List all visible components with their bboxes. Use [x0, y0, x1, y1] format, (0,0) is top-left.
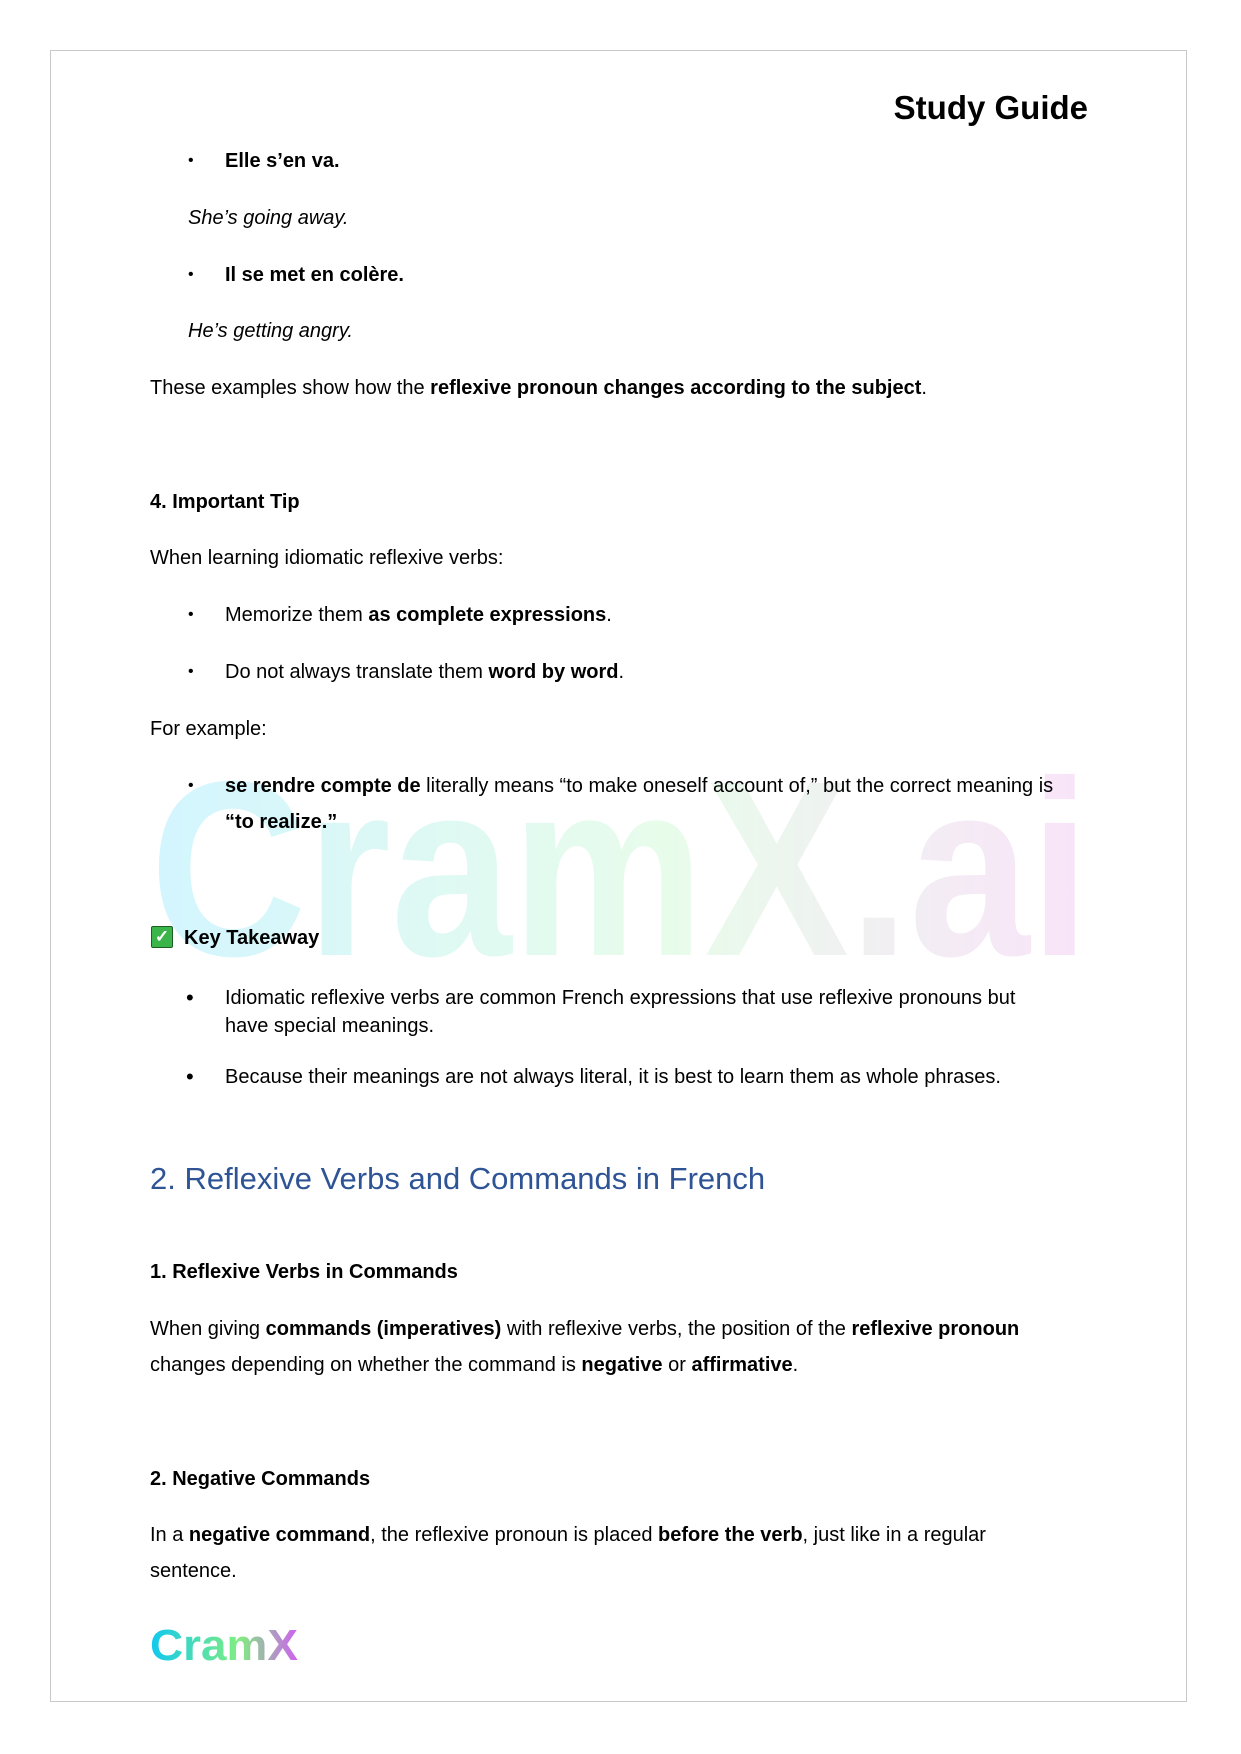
- bullet: •: [188, 663, 194, 680]
- bullet: •: [188, 777, 194, 794]
- page-title: Study Guide: [893, 89, 1088, 126]
- takeaway-item: Because their meanings are not always literal, it is best to learn them as whole phrases.: [225, 1066, 1001, 1088]
- bullet: •: [186, 985, 194, 1010]
- subsection-heading: 2. Negative Commands: [150, 1468, 371, 1490]
- page-frame: [50, 50, 1187, 1702]
- cramx-logo: [150, 1620, 300, 1668]
- tip-heading: 4. Important Tip: [150, 491, 300, 513]
- takeaway-heading: Key Takeaway: [184, 927, 320, 949]
- svg-text:CramX: CramX: [150, 1621, 298, 1668]
- tip-item: Do not always translate them word by word.: [225, 661, 625, 683]
- bullet: •: [188, 152, 194, 169]
- paragraph-cont: sentence.: [150, 1560, 237, 1582]
- paragraph-cont: changes depending on whether the command is negative or affirmative.: [150, 1354, 799, 1376]
- bullet: •: [188, 606, 194, 623]
- tip-example: se rendre compte de literally means “to make oneself account of,” but the correct meaning is: [225, 775, 1054, 797]
- paragraph: In a negative command, the reflexive pronoun is placed before the verb, just like in a regular: [150, 1524, 986, 1546]
- example-english: He’s getting angry.: [188, 320, 353, 342]
- paragraph: When giving commands (imperatives) with reflexive verbs, the position of the reflexive pronoun: [150, 1318, 1020, 1340]
- takeaway-item: Idiomatic reflexive verbs are common French expressions that use reflexive pronouns but: [225, 987, 1016, 1009]
- summary-paragraph: These examples show how the reflexive pronoun changes according to the subject.: [150, 377, 927, 399]
- bullet: •: [188, 266, 194, 283]
- example-french: Elle s’en va.: [225, 150, 340, 172]
- section-heading: 2. Reflexive Verbs and Commands in French: [150, 1161, 766, 1196]
- takeaway-item-cont: have special meanings.: [225, 1015, 435, 1037]
- check-mark-icon: ✓: [151, 926, 173, 948]
- tip-item: Memorize them as complete expressions.: [225, 604, 612, 626]
- example-french: Il se met en colère.: [225, 264, 404, 286]
- subsection-heading: 1. Reflexive Verbs in Commands: [150, 1261, 458, 1283]
- tip-intro: When learning idiomatic reflexive verbs:: [150, 547, 504, 569]
- tip-example-meaning: “to realize.”: [225, 811, 338, 833]
- bullet: •: [186, 1064, 194, 1089]
- for-example-label: For example:: [150, 718, 267, 740]
- example-english: She’s going away.: [188, 207, 349, 229]
- svg-text:CramX.ai: CramX.ai: [150, 755, 1090, 970]
